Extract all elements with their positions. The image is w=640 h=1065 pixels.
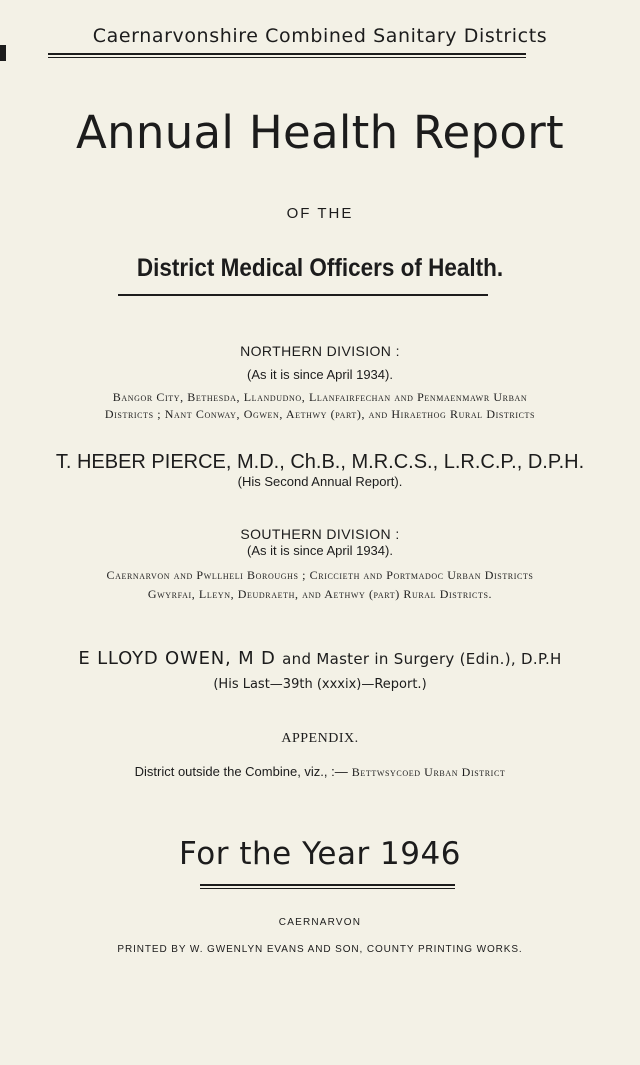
of-the-text: OF THE [286, 205, 354, 222]
northern-districts-line2: Districts ; Nant Conway, Ogwen, Aethwy (part), and Hiraethog Rural Districts [104, 407, 536, 421]
northern-report-note: (His Second Annual Report). [237, 474, 403, 489]
northern-districts-line1: Bangor City, Bethesda, Llandudno, Llanfairfechan and Penmaenmawr Urban [112, 390, 528, 404]
appendix-district-line [0, 763, 640, 781]
main-title: Annual Health Report [76, 106, 564, 159]
appendix-heading: APPENDIX. [281, 731, 359, 746]
header-rule-thin [48, 57, 526, 58]
subtitle: District Medical Officers of Health. [136, 254, 504, 282]
page-edge-mark [0, 45, 6, 61]
northern-division-heading: NORTHERN DIVISION : [240, 343, 400, 359]
southern-officer-name: E LLOYD OWEN, M D [78, 648, 276, 669]
southern-since: (As it is since April 1934). [247, 543, 393, 558]
year-rule [200, 884, 455, 886]
southern-officer [0, 648, 640, 669]
southern-division-heading: SOUTHERN DIVISION : [240, 526, 400, 542]
northern-since: (As it is since April 1934). [247, 367, 393, 382]
printer-town: CAERNARVON [278, 917, 362, 928]
southern-officer-qualifications: and Master in Surgery (Edin.), D.P.H [282, 650, 562, 668]
southern-districts-line2: Gwyrfai, Lleyn, Deudraeth, and Aethwy (part) Rural Districts. [147, 587, 493, 601]
report-year: For the Year 1946 [179, 836, 461, 872]
appendix-district-name: Bettwsycoed Urban District [351, 765, 506, 779]
header-rule [48, 53, 526, 55]
header-title: Caernarvonshire Combined Sanitary Districts [92, 25, 548, 47]
southern-districts-line1: Caernarvon and Pwllheli Boroughs ; Criccieth and Portmadoc Urban Districts [106, 568, 534, 582]
subtitle-rule [118, 294, 488, 296]
printer-line: PRINTED BY W. GWENLYN EVANS AND SON, COUNTY PRINTING WORKS. [117, 944, 523, 955]
year-rule-thin [200, 888, 455, 889]
northern-officer: T. HEBER PIERCE, M.D., Ch.B., M.R.C.S., L.R.C.P., D.P.H. [55, 451, 585, 473]
appendix-district-prefix: District outside the Combine, viz., :— [134, 764, 348, 779]
southern-report-note: (His Last—39th (xxxix)—Report.) [213, 677, 427, 692]
